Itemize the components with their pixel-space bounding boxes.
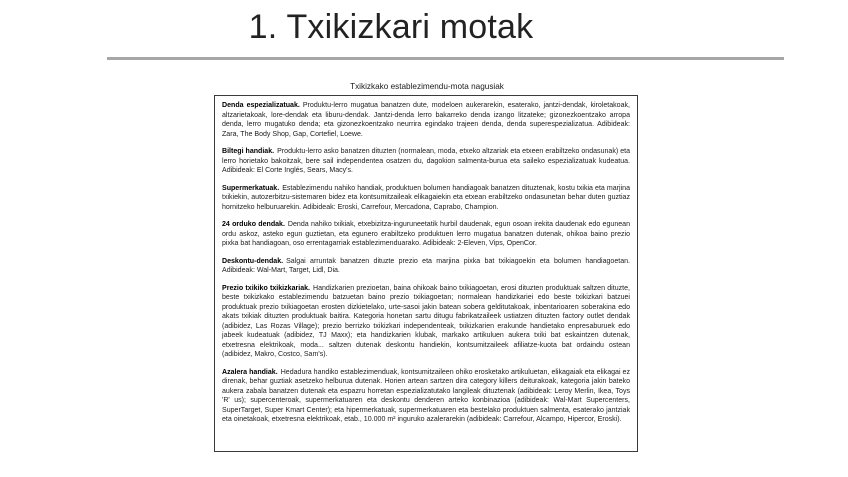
entry-term: 24 orduko dendak.: [222, 221, 285, 228]
entry-off-price-retailers: [222, 284, 630, 360]
entry-discount-stores: [222, 257, 630, 276]
entry-term: Denda espezializatuak.: [222, 102, 300, 109]
entry-text: Produktu-lerro mugatua banatzen dute, modeloen aukerarekin, esaterako, jantzi-dendak, kiroletakoak, altzarietakoak, lore-dendak eta liburu-dendak. Jantzi-denda lerro bakarreko denda izango litzateke; gizonezkoentzako arropa denda, lerro mugatuko denda; eta gizonezkoentzako neurrira egindako trajeen denda, denda superespezializatua. Adibideak: Zara, The Body Shop, Gap, Cortefiel, Loewe.: [222, 102, 630, 138]
entry-term: Biltegi handiak.: [222, 148, 275, 155]
entry-specialty-stores: [222, 101, 630, 139]
entry-text: Denda nahiko txikiak, etxebizitza-inguruneetatik hurbil daudenak, egun osoan irekita daudenak edo egunean ordu askoz, asteko egun guztietan, eta egunero erabiltzeko produktuen lerro mugatua banatzen dutenak, ohikoa baino prezio pixka bat handiagoan, oso errentagarriak establezimenduarako. Adibideak: 2-Eleven, Vips, OpenCor.: [222, 221, 630, 247]
title-divider: [107, 57, 784, 60]
entry-superstores: [222, 368, 630, 425]
entry-department-stores: [222, 147, 630, 176]
entry-supermarkets: [222, 184, 630, 213]
entry-term: Deskontu-dendak.: [222, 257, 284, 265]
entry-convenience-stores: [222, 220, 630, 249]
retail-types-table: [214, 95, 638, 452]
table-caption: Txikizkako establezimendu-mota nagusiak: [350, 82, 504, 91]
entry-text: Salgai arruntak banatzen dituzte prezio eta marjina pixka bat txikiagoekin eta bolumen handiagoetan. Adibideak: Wal-Mart, Target, Lidl, Dia.: [222, 257, 630, 274]
entry-text: Handizkarien prezioetan, baina ohikoak baino txikiagoetan, erosi dituzten produktuak saltzen dituzte, beste txikizkako establezimendu batzuetan baino prezio txikiagoetan; normalean handizkariei edo beste txikizkari batzuei produktuak prezio txikiagoetan erosten dizkietelako, urte-sasoi jakin batean sobera gelditutakoak, inbentarioaren soberakina edo akats txikiak dituzten produktuak baitira. Kategoria honetan sartu ditugu fabrikatzaileek ustiatzen dituzten factory outlet dendak (adibidez, Las Rozas Village); prezio berrizko txikizkari independenteak, txikizkarien erakunde handietako enpresaburuek edo jabeek kudeatuak (adibidez, TJ Maxx); eta handizkarien klubak, markako artikuluen aukera txiki bat eskaintzen dutenak, etxetresna elektrikoak, moda... saltzen dutenak deskontu handiekin, kontsumitzaileek afiliatze-kuota bat ordaindu ostean (adibidez, Makro, Costco, Sam's).: [222, 284, 630, 358]
entry-text: Hedadura handiko establezimenduak, kontsumitzaileen ohiko erosketako artikuluetan, elikagaiak eta elikagai ez direnak, behar guztiak asetzeko helburua dutenak. Horien artean sartzen dira category killers deiturakoak, kategoria jakin bateko aukera zabala banatzen dutenak eta espazru horretan espezializatutako langileak dituztenak (adibideak: Leroy Merlin, Ikea, Toys 'R' us); supercenteroak, supermerkatuaren eta deskontu denderen arteko konbinazioa (adibideak: Wal-Mart Supercenters, SuperTarget, Super Kmart Center); eta hipermerkatuak, supermerkatuaren eta bestelako produktuen salmenta, esaterako jantziak eta oinetakoak, etxetresna elektrikoak, etab., 10.000 m² inguruko azalerarekin (adibideak: Carrefour, Alcampo, Hipercor, Eroski).: [222, 368, 630, 423]
entry-text: Produktu-lerro asko banatzen dituzten (normalean, moda, etxeko altzariak eta etxeen erabiltzeko ondasunak) eta lerro horietako bakoitzak, bere sail independentea osatzen du, dagokion salmenta-burua eta saileko espezializatuak kudeatua. Adibideak: El Corte Inglés, Sears, Macy's.: [222, 148, 630, 174]
entry-term: Supermerkatuak.: [222, 184, 280, 192]
entry-term: Prezio txikiko txikizkariak.: [222, 284, 310, 292]
slide-title: 1. Txikizkari motak: [248, 8, 534, 46]
entry-term: Azalera handiak.: [222, 368, 278, 376]
entry-text: Establezimendu nahiko handiak, produktuen bolumen handiagoak banatzen dituztenak, kostu txikia eta marjina txikiekin, autozerbitzu-sistemaren bidez eta kontsumitzaileak elikagaiekin eta etxean erabiltzeko ondasunetan behar duten guztiaz hornitzeko helburuarekin. Adibideak: Eroski, Carrefour, Mercadona, Caprabo, Champion.: [222, 184, 630, 211]
